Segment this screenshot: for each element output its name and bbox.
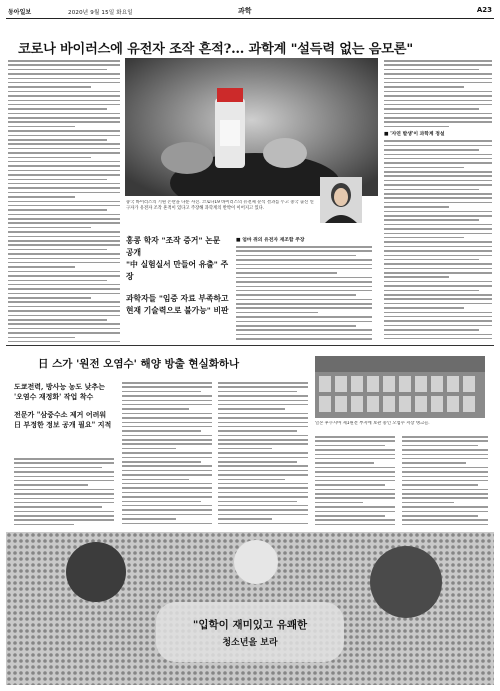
publication-name: 동아일보	[8, 9, 32, 16]
article-1-column-1	[8, 60, 120, 342]
issue-date: 2020년 9월 15일 화요일	[68, 9, 133, 16]
section-name: 과학	[238, 7, 252, 15]
article-1-photo-caption: 중국 바이러스의 기원 논란을 다룬 사진. 코로나19 바이러스의 유전체 분석 결과를 두고 중국 출신 연구자가 유전자 조작 흔적이 있다고 주장해 과학계의 반박이 이어지고 있다.	[126, 200, 314, 211]
pullquote-line-3: 과학자들 "임증 자료 부족하고	[126, 294, 229, 303]
ad-slogan-line-2: 청소년을 보라	[222, 638, 278, 648]
article-1-section-head-1: ■ 엄마 쥐의 유전자 재조합 주장	[236, 238, 305, 243]
article-2-column-3	[218, 382, 308, 526]
article-2-column-5	[402, 436, 488, 526]
article-2-subhead-4: 日 부정한 정보 공개 필요" 지적	[14, 420, 112, 429]
pullquote-line-4: 현재 기술력으로 불가능" 비판	[126, 306, 229, 315]
article-2-photo	[315, 356, 485, 418]
pullquote-line-1: 홍콩 학자 "조작 증거" 논문 공개	[126, 236, 221, 257]
article-1-headline: 코로나 바이러스에 유전자 조작 흔적?… 과학계 "설득력 없는 음모론"	[18, 42, 414, 57]
article-1-photo	[125, 58, 378, 196]
article-1-pullquote	[126, 235, 230, 317]
advertisement-banner[interactable]	[6, 532, 494, 685]
article-2-photo-caption: 일본 후쿠시마 제1원전 부지에 보관 중인 오염수 저장 탱크들.	[315, 421, 430, 426]
pullquote-line-2: "中 실험실서 만들어 유출" 주장	[126, 260, 229, 281]
article-2-column-4	[315, 436, 395, 526]
page-number: A23	[476, 6, 492, 14]
masthead	[6, 4, 494, 19]
article-2-headline: 日 스가 '원전 오염수' 해양 방출 현실화하나	[38, 358, 240, 370]
article-2-subhead-2: '오염수 재정화' 작업 착수	[14, 392, 94, 401]
lab-photo-illustration	[125, 58, 378, 196]
article-2-subheads	[14, 382, 114, 430]
article-1-section-head-2: ■ '자연 발생'이 과학계 정설	[384, 132, 445, 138]
advertisement-artwork	[6, 532, 494, 685]
article-1-body-text	[8, 60, 120, 342]
article-2-column-2	[122, 382, 212, 526]
article-2-subhead-1: 도쿄전력, 방사능 농도 낮추는	[14, 382, 105, 391]
ad-slogan-line-1: "입학이 재미있고 유쾌한	[192, 619, 308, 631]
researcher-portrait	[320, 177, 362, 223]
section-divider	[6, 345, 494, 346]
article-2-subhead-3: 전문가 "삼중수소 제거 어려워	[14, 410, 107, 419]
article-1-column-3	[236, 233, 372, 341]
tank-field-illustration	[315, 356, 485, 418]
article-1-column-4	[384, 60, 492, 342]
article-2-column-1	[14, 458, 114, 526]
